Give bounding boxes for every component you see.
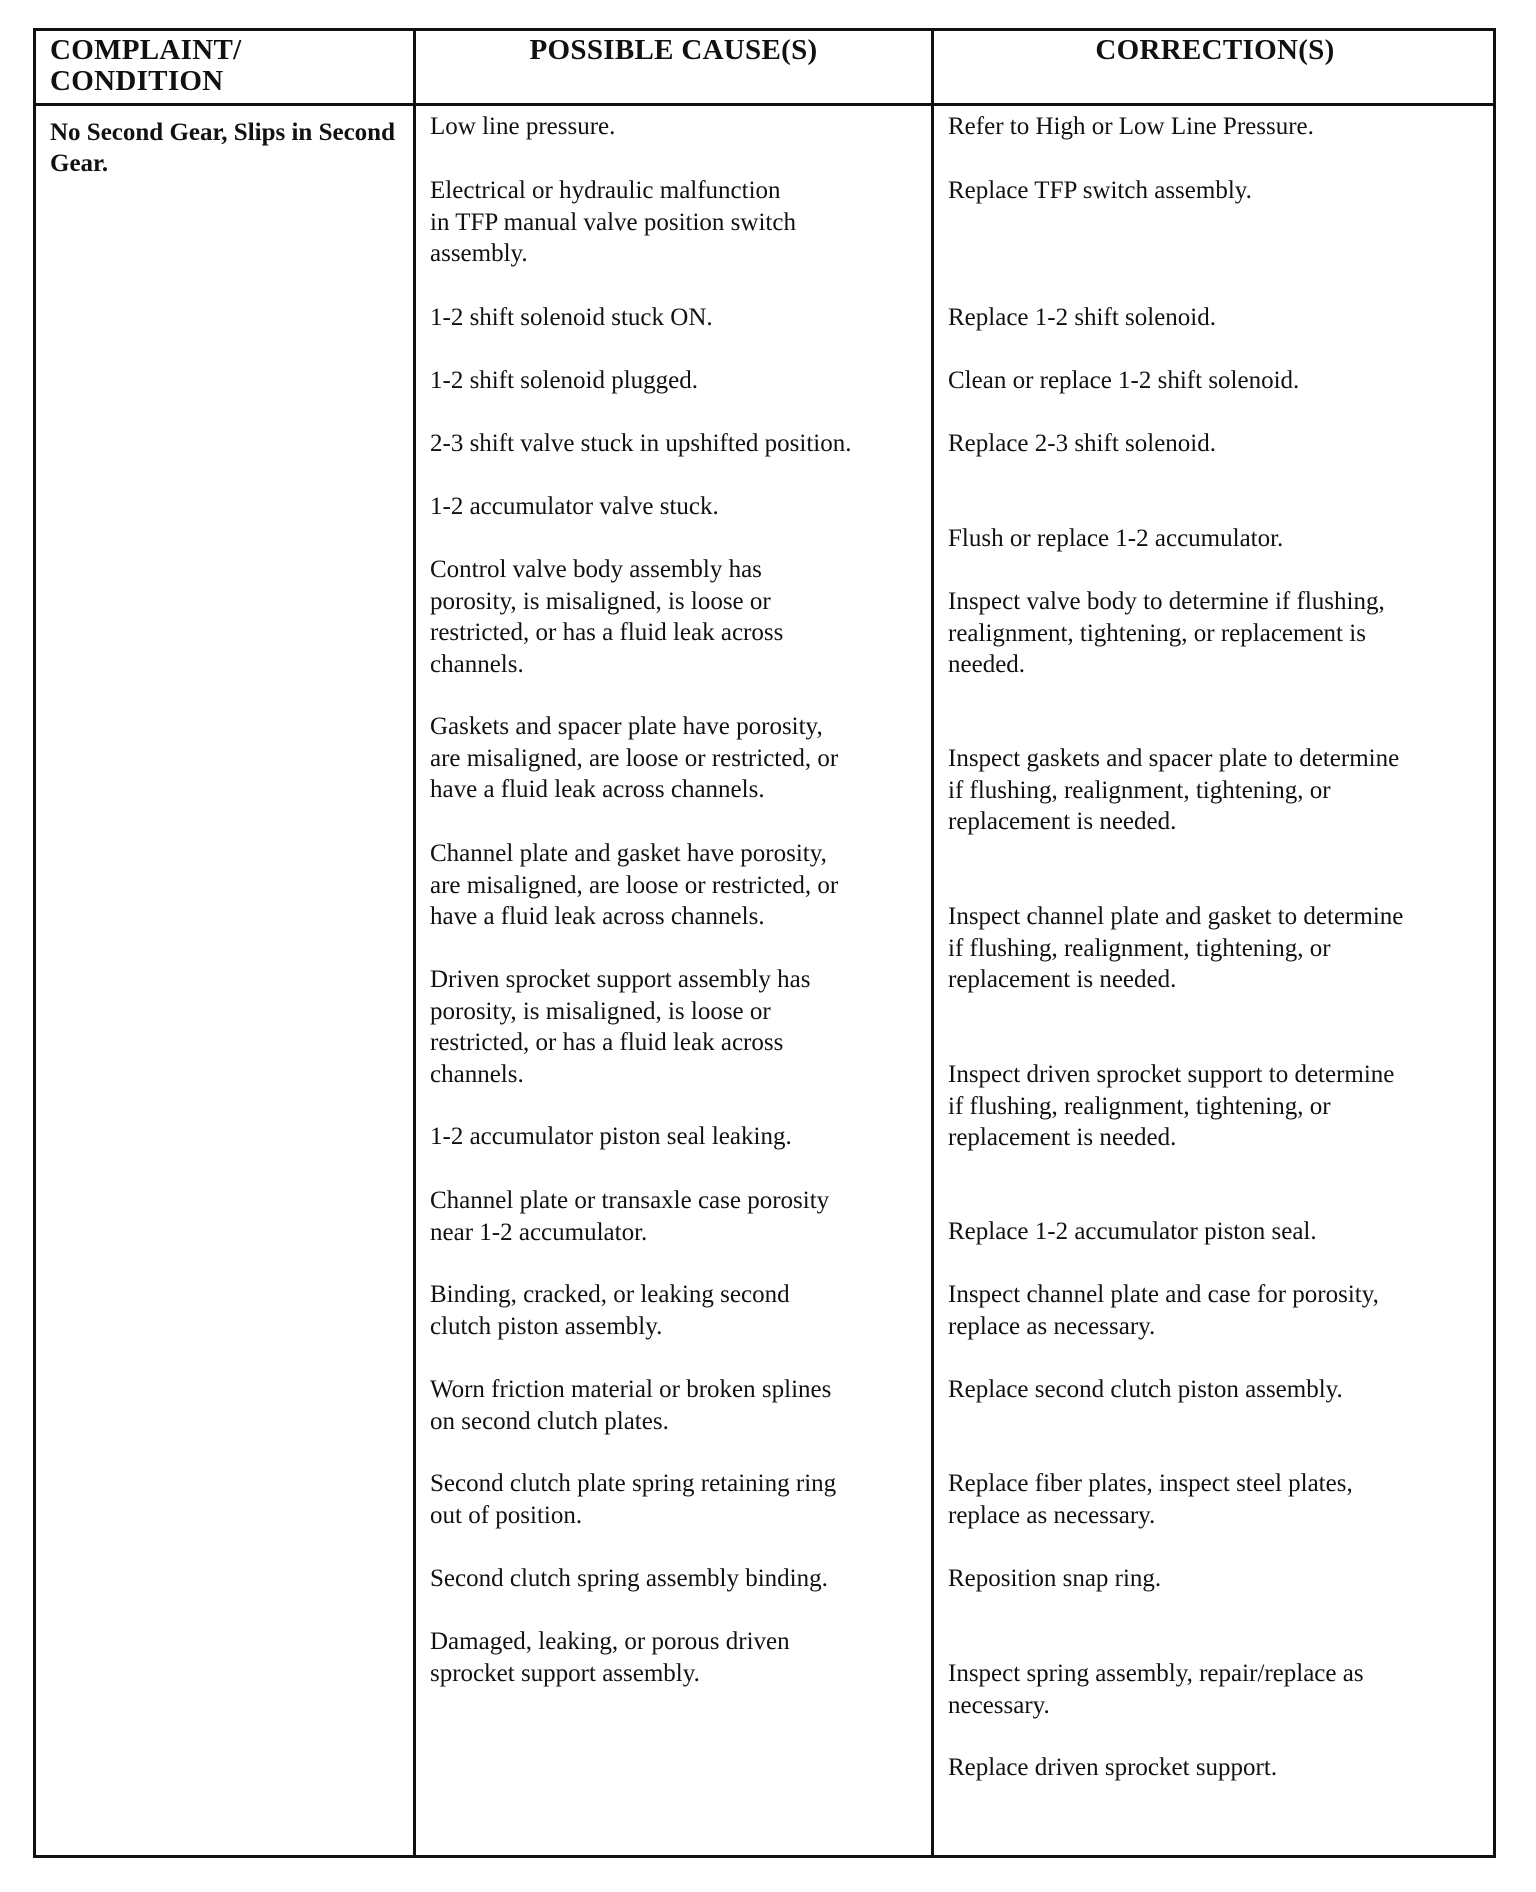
correction-item: Inspect spring assembly, repair/replace as necessary. bbox=[948, 1660, 1364, 1719]
cause-item: Worn friction material or broken splines on second clutch plates. bbox=[430, 1376, 832, 1435]
correction-item: Replace TFP switch assembly. bbox=[948, 177, 1252, 204]
cause-item: 1-2 accumulator piston seal leaking. bbox=[430, 1123, 792, 1150]
cause-item: Low line pressure. bbox=[430, 113, 616, 140]
header-correction: CORRECTION(S) bbox=[1095, 34, 1335, 66]
column-divider bbox=[931, 31, 934, 1855]
correction-item: Replace 1-2 accumulator piston seal. bbox=[948, 1218, 1317, 1245]
correction-item: Inspect driven sprocket support to determine if flushing, realignment, tightening, or replacement is needed. bbox=[948, 1061, 1395, 1151]
correction-item: Replace 1-2 shift solenoid. bbox=[948, 304, 1216, 331]
cause-item: Damaged, leaking, or porous driven sprocket support assembly. bbox=[430, 1628, 790, 1687]
cause-item: 1-2 accumulator valve stuck. bbox=[430, 493, 719, 520]
correction-item: Replace driven sprocket support. bbox=[948, 1754, 1278, 1781]
cause-item: 1-2 shift solenoid plugged. bbox=[430, 367, 699, 394]
cause-item: Second clutch spring assembly binding. bbox=[430, 1565, 828, 1592]
header-divider bbox=[36, 103, 1493, 106]
cause-item: Driven sprocket support assembly has porosity, is misaligned, is loose or restricted, or has a fluid leak across channels. bbox=[430, 966, 811, 1088]
cause-item: 1-2 shift solenoid stuck ON. bbox=[430, 304, 713, 331]
cause-item: Channel plate or transaxle case porosity near 1-2 accumulator. bbox=[430, 1187, 830, 1246]
correction-item: Inspect channel plate and gasket to determine if flushing, realignment, tightening, or replacement is needed. bbox=[948, 903, 1404, 993]
cause-item: Channel plate and gasket have porosity, are misaligned, are loose or restricted, or have a fluid leak across channels. bbox=[430, 840, 839, 930]
correction-item: Replace 2-3 shift solenoid. bbox=[948, 430, 1216, 457]
header-complaint: COMPLAINT/ CONDITION bbox=[50, 34, 242, 97]
correction-item: Inspect gaskets and spacer plate to determine if flushing, realignment, tightening, or replacement is needed. bbox=[948, 745, 1400, 835]
correction-item: Inspect valve body to determine if flushing, realignment, tightening, or replacement is needed. bbox=[948, 588, 1385, 678]
correction-item: Clean or replace 1-2 shift solenoid. bbox=[948, 367, 1300, 394]
header-possible-cause: POSSIBLE CAUSE(S) bbox=[529, 34, 818, 66]
cause-item: 2-3 shift valve stuck in upshifted position. bbox=[430, 430, 852, 457]
correction-item: Flush or replace 1-2 accumulator. bbox=[948, 525, 1284, 552]
correction-item: Reposition snap ring. bbox=[948, 1565, 1162, 1592]
cause-item: Control valve body assembly has porosity, is misaligned, is loose or restricted, or has a fluid leak across channels. bbox=[430, 556, 784, 678]
correction-item: Replace second clutch piston assembly. bbox=[948, 1376, 1343, 1403]
troubleshooting-table bbox=[33, 28, 1496, 1858]
cause-item: Binding, cracked, or leaking second clutch piston assembly. bbox=[430, 1281, 790, 1340]
correction-item: Refer to High or Low Line Pressure. bbox=[948, 113, 1314, 140]
cause-item: Second clutch plate spring retaining ring out of position. bbox=[430, 1470, 837, 1529]
cause-item: Gaskets and spacer plate have porosity, are misaligned, are loose or restricted, or have a fluid leak across channels. bbox=[430, 713, 839, 803]
complaint-condition: No Second Gear, Slips in Second Gear. bbox=[50, 119, 395, 177]
correction-item: Inspect channel plate and case for porosity, replace as necessary. bbox=[948, 1281, 1379, 1340]
column-divider bbox=[413, 31, 416, 1855]
correction-item: Replace fiber plates, inspect steel plates, replace as necessary. bbox=[948, 1470, 1353, 1529]
cause-item: Electrical or hydraulic malfunction in TFP manual valve position switch assembly. bbox=[430, 177, 796, 267]
